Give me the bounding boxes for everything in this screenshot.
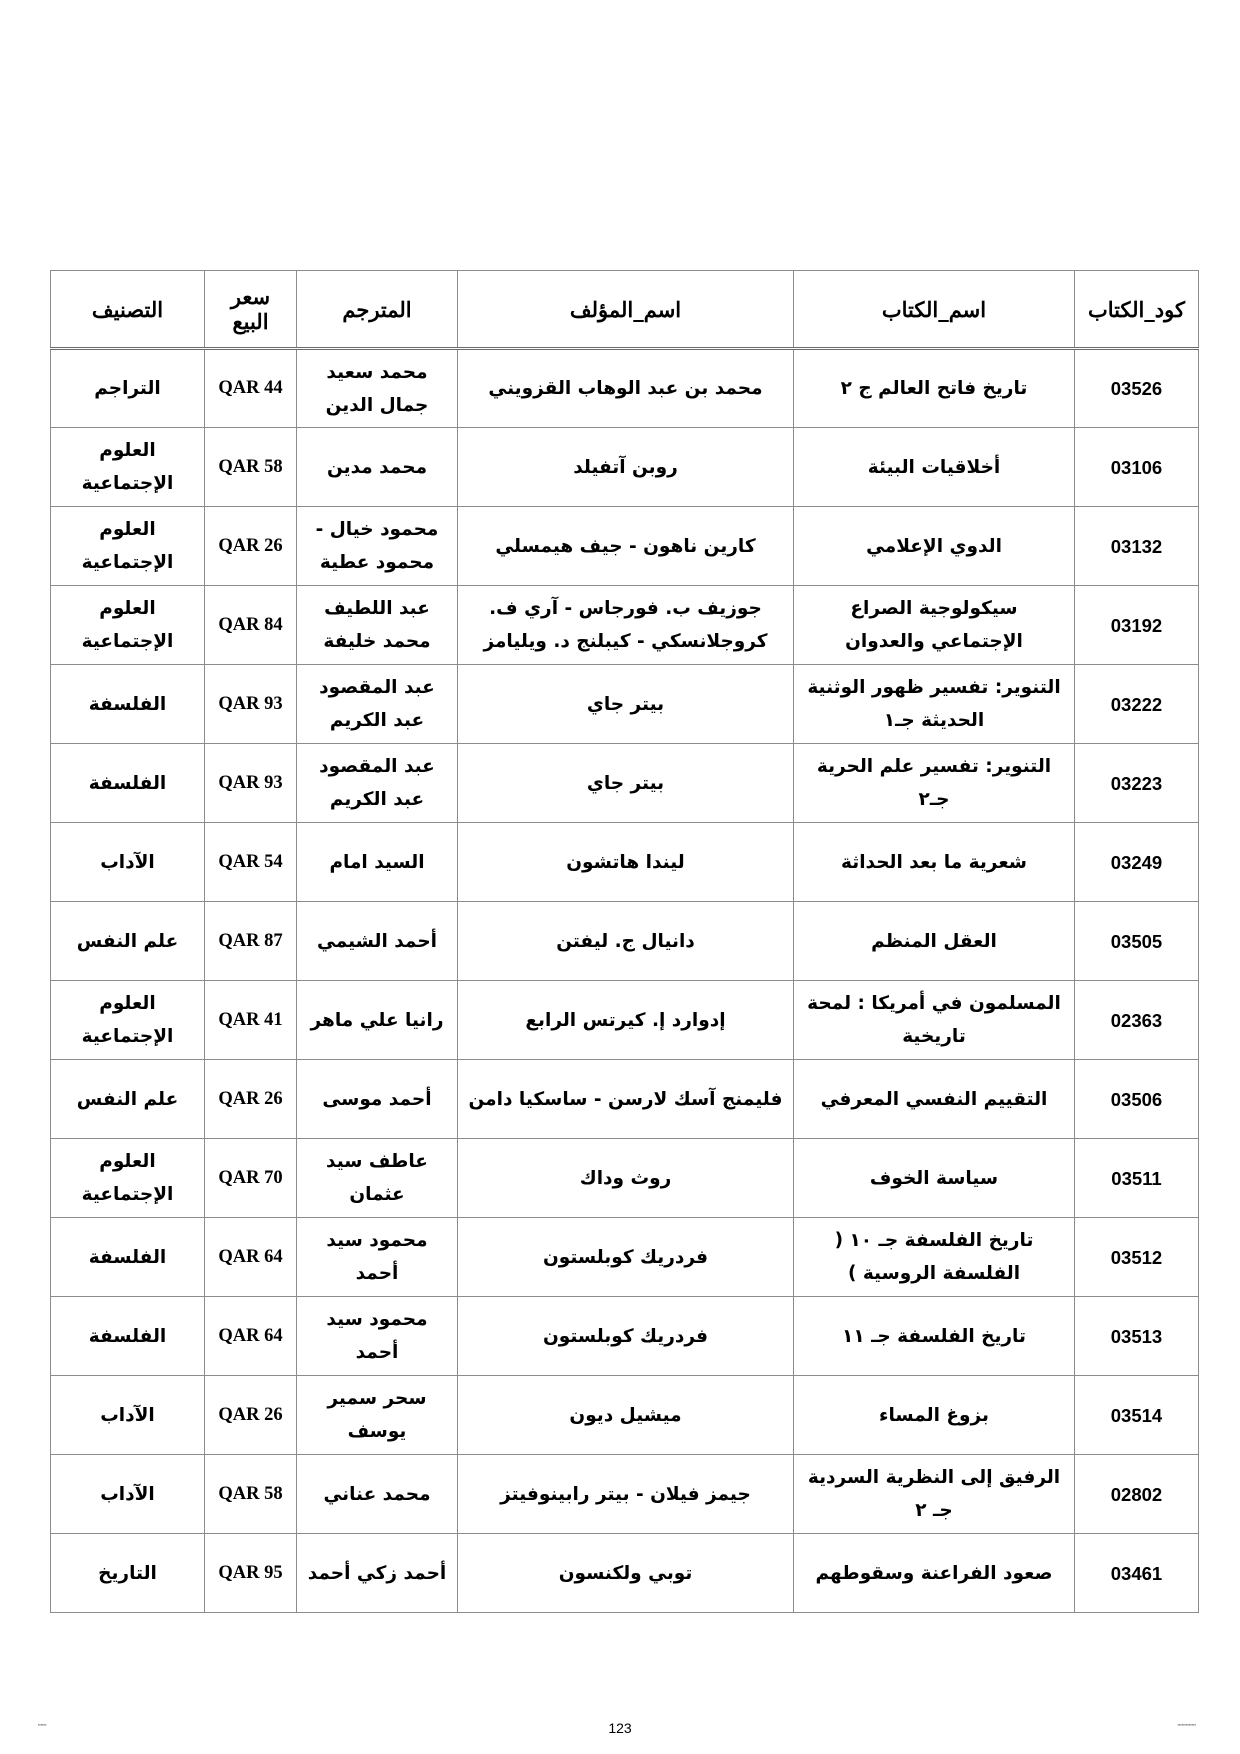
cell-title: شعرية ما بعد الحداثة (794, 823, 1075, 902)
cell-price: QAR 54 (205, 823, 297, 902)
header-translator: المترجم (297, 271, 458, 349)
cell-code: 03513 (1075, 1297, 1199, 1376)
cell-price: QAR 64 (205, 1218, 297, 1297)
cell-translator: عبد المقصود عبد الكريم (297, 665, 458, 744)
cell-code: 03506 (1075, 1060, 1199, 1139)
table-body (51, 349, 1199, 1613)
table-row (51, 981, 1199, 1060)
cell-translator: محمود خيال - محمود عطية (297, 507, 458, 586)
cell-author: ليندا هاتشون (458, 823, 794, 902)
cell-title: التقييم النفسي المعرفي (794, 1060, 1075, 1139)
cell-category: الآداب (51, 823, 205, 902)
cell-price: QAR 58 (205, 1455, 297, 1534)
cell-code: 03132 (1075, 507, 1199, 586)
cell-title: صعود الفراعنة وسقوطهم (794, 1534, 1075, 1613)
cell-category: العلوم الإجتماعية (51, 981, 205, 1060)
cell-price: QAR 95 (205, 1534, 297, 1613)
cell-price: QAR 87 (205, 902, 297, 981)
cell-author: ميشيل ديون (458, 1376, 794, 1455)
cell-category: علم النفس (51, 902, 205, 981)
cell-code: 03514 (1075, 1376, 1199, 1455)
cell-price: QAR 64 (205, 1297, 297, 1376)
header-category: التصنيف (51, 271, 205, 349)
cell-translator: محمود سيد أحمد (297, 1218, 458, 1297)
table-row (51, 1218, 1199, 1297)
cell-title: بزوغ المساء (794, 1376, 1075, 1455)
cell-category: العلوم الإجتماعية (51, 1139, 205, 1218)
cell-title: تاريخ فاتح العالم ج ٢ (794, 349, 1075, 428)
cell-category: الآداب (51, 1376, 205, 1455)
cell-code: 02363 (1075, 981, 1199, 1060)
cell-title: سيكولوجية الصراع الإجتماعي والعدوان (794, 586, 1075, 665)
cell-price: QAR 26 (205, 1060, 297, 1139)
cell-title: تاريخ الفلسفة جـ ١٠ ( الفلسفة الروسية ) (794, 1218, 1075, 1297)
cell-category: الفلسفة (51, 1218, 205, 1297)
cell-price: QAR 26 (205, 1376, 297, 1455)
cell-author: كارين ناهون - جيف هيمسلي (458, 507, 794, 586)
cell-translator: أحمد زكي أحمد (297, 1534, 458, 1613)
page-number: 123 (608, 1720, 632, 1736)
table-row (51, 744, 1199, 823)
cell-author: توبي ولكنسون (458, 1534, 794, 1613)
cell-author: روبن آتفيلد (458, 428, 794, 507)
cell-category: العلوم الإجتماعية (51, 586, 205, 665)
table-row (51, 1139, 1199, 1218)
cell-category: الفلسفة (51, 1297, 205, 1376)
cell-price: QAR 58 (205, 428, 297, 507)
cell-title: الدوي الإعلامي (794, 507, 1075, 586)
cell-code: 03223 (1075, 744, 1199, 823)
cell-price: QAR 44 (205, 349, 297, 428)
cell-price: QAR 93 (205, 744, 297, 823)
cell-author: إدوارد إ. كيرتس الرابع (458, 981, 794, 1060)
cell-code: 03106 (1075, 428, 1199, 507)
table-row (51, 349, 1199, 428)
table-row (51, 1297, 1199, 1376)
table-row (51, 428, 1199, 507)
cell-code: 03461 (1075, 1534, 1199, 1613)
cell-translator: عبد اللطيف محمد خليفة (297, 586, 458, 665)
table-row (51, 902, 1199, 981)
cell-author: جوزيف ب. فورجاس - آري ف. كروجلانسكي - كيبلنج د. ويليامز (458, 586, 794, 665)
cell-code: 03192 (1075, 586, 1199, 665)
cell-price: QAR 41 (205, 981, 297, 1060)
cell-translator: رانيا علي ماهر (297, 981, 458, 1060)
table-row (51, 586, 1199, 665)
cell-category: العلوم الإجتماعية (51, 428, 205, 507)
cell-category: التاريخ (51, 1534, 205, 1613)
cell-author: روث وداك (458, 1139, 794, 1218)
cell-translator: محمد عناني (297, 1455, 458, 1534)
header-code: كود_الكتاب (1075, 271, 1199, 349)
cell-author: فردريك كوبلستون (458, 1218, 794, 1297)
cell-code: 03249 (1075, 823, 1199, 902)
cell-author: فليمنج آسك لارسن - ساسكيا دامن (458, 1060, 794, 1139)
cell-category: الآداب (51, 1455, 205, 1534)
cell-translator: محمد مدين (297, 428, 458, 507)
cell-translator: محمود سيد أحمد (297, 1297, 458, 1376)
cell-author: محمد بن عبد الوهاب القزويني (458, 349, 794, 428)
cell-code: 03505 (1075, 902, 1199, 981)
header-title: اسم_الكتاب (794, 271, 1075, 349)
cell-author: جيمز فيلان - بيتر رابينوفيتز (458, 1455, 794, 1534)
footer-right-mark: ▪▪▪▪▪▪▪▪▪▪▪▪▪ (1177, 1722, 1196, 1727)
cell-category: الفلسفة (51, 665, 205, 744)
cell-code: 03526 (1075, 349, 1199, 428)
cell-author: بيتر جاي (458, 744, 794, 823)
cell-title: الرفيق إلى النظرية السردية جـ ٢ (794, 1455, 1075, 1534)
cell-translator: سحر سمير يوسف (297, 1376, 458, 1455)
header-row (51, 271, 1199, 349)
cell-translator: عاطف سيد عثمان (297, 1139, 458, 1218)
table-row (51, 1534, 1199, 1613)
header-author: اسم_المؤلف (458, 271, 794, 349)
cell-title: التنوير: تفسير ظهور الوثنية الحديثة جـ١ (794, 665, 1075, 744)
cell-price: QAR 93 (205, 665, 297, 744)
table-row (51, 1376, 1199, 1455)
cell-author: فردريك كوبلستون (458, 1297, 794, 1376)
cell-price: QAR 84 (205, 586, 297, 665)
table-row (51, 1455, 1199, 1534)
cell-code: 03222 (1075, 665, 1199, 744)
cell-code: 03512 (1075, 1218, 1199, 1297)
cell-translator: السيد امام (297, 823, 458, 902)
cell-title: التنوير: تفسير علم الحرية جـ٢ (794, 744, 1075, 823)
cell-price: QAR 70 (205, 1139, 297, 1218)
table-header (51, 271, 1199, 349)
cell-title: سياسة الخوف (794, 1139, 1075, 1218)
cell-category: التراجم (51, 349, 205, 428)
cell-translator: أحمد موسى (297, 1060, 458, 1139)
cell-category: الفلسفة (51, 744, 205, 823)
table-row (51, 665, 1199, 744)
footer-left-mark: ▪▪▪▪▪▪ (38, 1722, 47, 1727)
cell-code: 02802 (1075, 1455, 1199, 1534)
cell-price: QAR 26 (205, 507, 297, 586)
cell-code: 03511 (1075, 1139, 1199, 1218)
header-price: سعر البيع (205, 271, 297, 349)
books-table (50, 270, 1199, 1613)
cell-title: أخلاقيات البيئة (794, 428, 1075, 507)
cell-author: دانيال ج. ليفتن (458, 902, 794, 981)
table-row (51, 1060, 1199, 1139)
cell-title: العقل المنظم (794, 902, 1075, 981)
cell-translator: أحمد الشيمي (297, 902, 458, 981)
cell-translator: محمد سعيد جمال الدين (297, 349, 458, 428)
cell-translator: عبد المقصود عبد الكريم (297, 744, 458, 823)
cell-title: المسلمون في أمريكا : لمحة تاريخية (794, 981, 1075, 1060)
table-row (51, 823, 1199, 902)
cell-category: العلوم الإجتماعية (51, 507, 205, 586)
table-row (51, 507, 1199, 586)
cell-author: بيتر جاي (458, 665, 794, 744)
cell-title: تاريخ الفلسفة جـ ١١ (794, 1297, 1075, 1376)
cell-category: علم النفس (51, 1060, 205, 1139)
